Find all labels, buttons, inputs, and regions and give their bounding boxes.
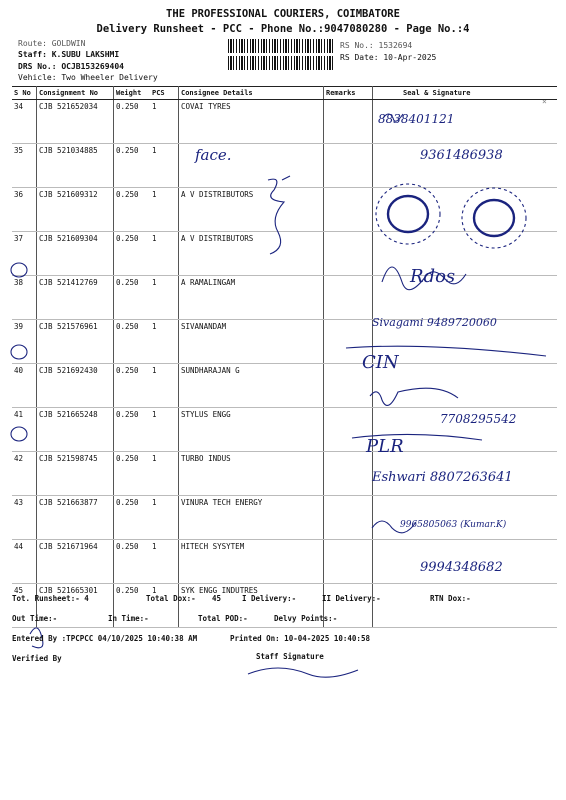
table-row	[12, 188, 557, 232]
row-pcs: 1	[150, 232, 179, 276]
row-remarks	[324, 232, 373, 276]
row-remarks	[324, 540, 373, 584]
row-sno: 37	[12, 232, 37, 276]
delvy-points: Delvy Points:-	[274, 614, 338, 623]
vehicle-label: Vehicle: Two Wheeler Delivery	[18, 73, 158, 82]
row-pcs: 1	[150, 408, 179, 452]
company-title: THE PROFESSIONAL COURIERS, COIMBATORE	[166, 8, 400, 20]
hw-phone-45: 9994348682	[420, 560, 503, 575]
row-remarks	[324, 144, 373, 188]
row-remarks	[324, 496, 373, 540]
row-seal-signature	[373, 496, 558, 540]
row-consignment-no: CJB 521609304	[37, 232, 114, 276]
row-consignment-no: CJB 521671964	[37, 540, 114, 584]
row-sno: 34	[12, 100, 37, 144]
verified-by: Verified By	[12, 654, 62, 663]
row-remarks	[324, 452, 373, 496]
row-consignee: COVAI TYRES	[179, 100, 324, 144]
hw-phone-44: 9965805063 (Kumar.K)	[400, 520, 507, 530]
drs-label: DRS No.: OCJB153269404	[18, 62, 124, 71]
row-weight: 0.250	[114, 496, 151, 540]
col-pcs: PCS	[150, 87, 179, 100]
entered-by: Entered By :TPCPCC 04/10/2025 10:40:38 AM	[12, 634, 198, 643]
hw-phone-41: 7708295542	[440, 412, 517, 426]
row-sno: 35	[12, 144, 37, 188]
row-consignee: SIVANANDAM	[179, 320, 324, 364]
table-header-row	[12, 87, 557, 100]
out-time: Out Time:-	[12, 614, 58, 623]
row-weight: 0.250	[114, 408, 151, 452]
table-row	[12, 496, 557, 540]
hw-phone-34: 8838401121	[378, 112, 455, 126]
hw-sign-38: Rdos	[410, 266, 456, 287]
corner-mark: ×	[542, 97, 547, 106]
total-pod: Total POD:-	[198, 614, 248, 623]
row-consignee: TURBO INDUS	[179, 452, 324, 496]
row-pcs: 1	[150, 276, 179, 320]
row-pcs: 1	[150, 540, 179, 584]
row-pcs: 1	[150, 320, 179, 364]
table-row	[12, 232, 557, 276]
row-sno: 39	[12, 320, 37, 364]
row-consignment-no: CJB 521663877	[37, 496, 114, 540]
row-consignee: VINURA TECH ENERGY	[179, 496, 324, 540]
row-consignee: A V DISTRIBUTORS	[179, 232, 324, 276]
row-consignment-no: CJB 521412769	[37, 276, 114, 320]
row-seal-signature	[373, 232, 558, 276]
row-consignment-no: CJB 521692430	[37, 364, 114, 408]
row-weight: 0.250	[114, 540, 151, 584]
row-consignment-no: CJB 521598745	[37, 452, 114, 496]
runsheet-subtitle: Delivery Runsheet - PCC - Phone No.:9047080280 - Page No.:4	[96, 23, 470, 35]
hw-sign-39: Sivagami 9489720060	[372, 316, 497, 329]
row-consignment-no: CJB 521665248	[37, 408, 114, 452]
col-seal-signature: Seal & Signature	[373, 87, 558, 100]
row-weight: 0.250	[114, 452, 151, 496]
row-weight: 0.250	[114, 276, 151, 320]
total-dox-value: 45	[212, 594, 222, 603]
in-time: In Time:-	[108, 614, 149, 623]
row-consignment-no: CJB 521665301	[37, 584, 114, 628]
hw-sign-42: PLR	[366, 436, 404, 457]
row-sno: 36	[12, 188, 37, 232]
hw-consignee-35: face.	[195, 146, 232, 164]
row-weight: 0.250	[114, 232, 151, 276]
hw-phone-35: 9361486938	[420, 148, 503, 163]
col-remarks: Remarks	[324, 87, 373, 100]
row-pcs: 1	[150, 584, 179, 628]
row-pcs: 1	[150, 364, 179, 408]
row-pcs: 1	[150, 496, 179, 540]
row-pcs: 1	[150, 100, 179, 144]
col-consignment: Consignment No	[37, 87, 114, 100]
rs-number: RS No.: 1532694	[340, 41, 413, 50]
row-remarks	[324, 276, 373, 320]
row-sno: 38	[12, 276, 37, 320]
row-weight: 0.250	[114, 144, 151, 188]
row-seal-signature	[373, 276, 558, 320]
row-consignee: A V DISTRIBUTORS	[179, 188, 324, 232]
row-weight: 0.250	[114, 584, 151, 628]
row-remarks	[324, 100, 373, 144]
row-remarks	[324, 188, 373, 232]
row-pcs: 1	[150, 188, 179, 232]
rs-date: RS Date: 10-Apr-2025	[340, 53, 437, 62]
row-consignee: SYK ENGG INDUTRES	[179, 584, 324, 628]
i-delivery: I Delivery:-	[242, 594, 297, 603]
hw-sign-43: Eshwari 8807263641	[372, 470, 513, 485]
printed-on: Printed On: 10-04-2025 10:40:58	[230, 634, 370, 643]
col-consignee: Consignee Details	[179, 87, 324, 100]
row-seal-signature	[373, 188, 558, 232]
row-consignment-no: CJB 521576961	[37, 320, 114, 364]
ii-delivery: II Delivery:-	[322, 594, 381, 603]
row-sno: 40	[12, 364, 37, 408]
staff-label: Staff: K.SUBU LAKSHMI	[18, 50, 120, 59]
staff-signature-label: Staff Signature	[256, 652, 324, 661]
row-sno: 41	[12, 408, 37, 452]
route-label: Route: GOLDWIN	[18, 39, 86, 48]
staff-signature-scribble	[248, 668, 358, 677]
row-pcs: 1	[150, 144, 179, 188]
row-weight: 0.250	[114, 188, 151, 232]
col-weight: Weight	[114, 87, 151, 100]
row-pcs: 1	[150, 452, 179, 496]
row-weight: 0.250	[114, 100, 151, 144]
total-dox-label: Total Dox:-	[146, 594, 196, 603]
row-sno: 45	[12, 584, 37, 628]
row-consignment-no: CJB 521609312	[37, 188, 114, 232]
row-sno: 43	[12, 496, 37, 540]
barcode-drs	[228, 56, 333, 70]
row-sno: 44	[12, 540, 37, 584]
hw-sign-40: CIN	[362, 352, 399, 373]
row-weight: 0.250	[114, 364, 151, 408]
barcode-rs	[228, 39, 333, 53]
table-row	[12, 364, 557, 408]
tot-runsheet: Tot. Runsheet:- 4	[12, 594, 89, 603]
row-consignment-no: CJB 521034885	[37, 144, 114, 188]
table-row	[12, 276, 557, 320]
row-consignee: SUNDHARAJAN G	[179, 364, 324, 408]
row-consignee: A RAMALINGAM	[179, 276, 324, 320]
row-consignment-no: CJB 521652034	[37, 100, 114, 144]
row-seal-signature	[373, 584, 558, 628]
row-seal-signature	[373, 364, 558, 408]
row-consignee: STYLUS ENGG	[179, 408, 324, 452]
runsheet-table	[12, 86, 557, 628]
col-sno: S No	[12, 87, 37, 100]
table-row	[12, 100, 557, 144]
row-consignee: HITECH SYSYTEM	[179, 540, 324, 584]
row-weight: 0.250	[114, 320, 151, 364]
row-sno: 42	[12, 452, 37, 496]
rtn-dox: RTN Dox:-	[430, 594, 471, 603]
